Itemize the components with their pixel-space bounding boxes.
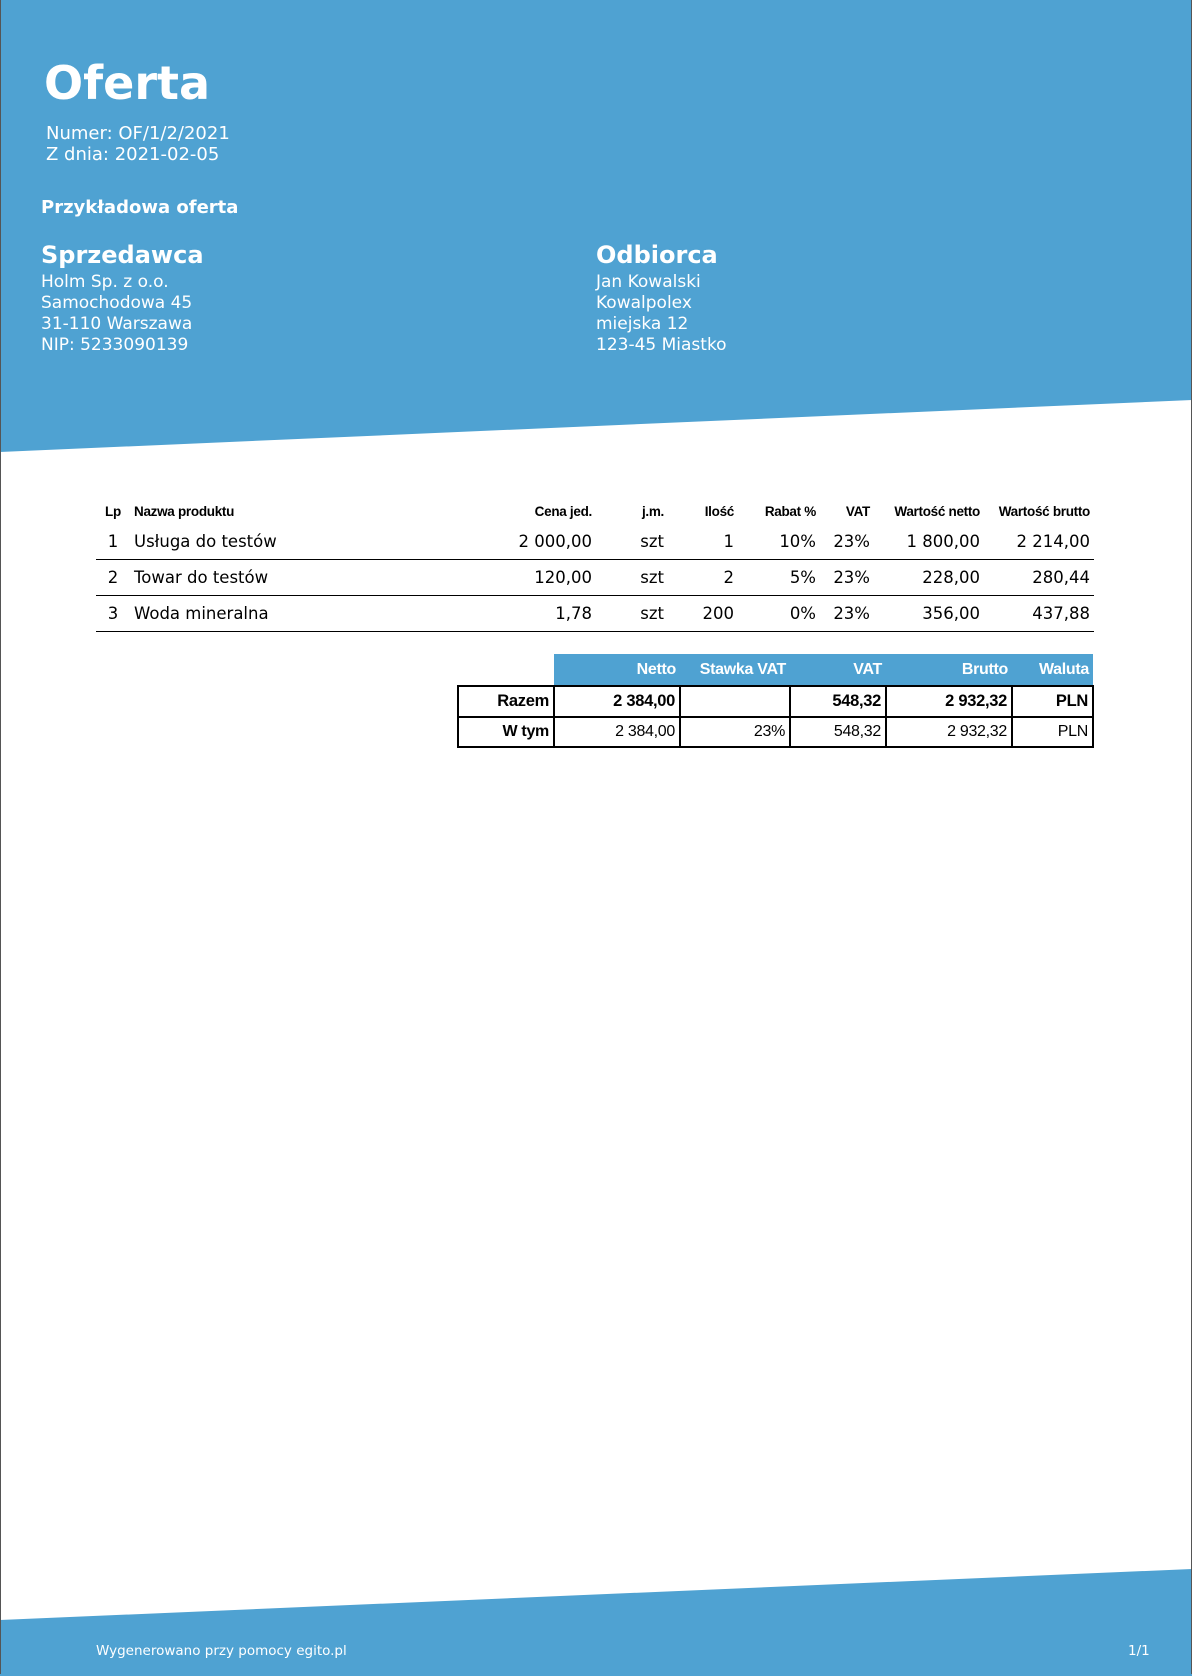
column-header: Wartość netto	[894, 503, 980, 519]
summary-row-label: Razem	[458, 686, 554, 717]
column-header: Lp	[105, 503, 121, 519]
cell-unit: szt	[596, 596, 668, 632]
cell-quantity: 2	[668, 560, 738, 596]
summary-vat: 548,32	[790, 686, 886, 717]
footer-generated-note: Wygenerowano przy pomocy egito.pl	[96, 1643, 347, 1659]
cell-unit-price: 2 000,00	[476, 524, 596, 560]
column-header: Rabat %	[764, 503, 816, 519]
column-header: Nazwa produktu	[134, 503, 235, 519]
buyer-heading: Odbiorca	[596, 241, 718, 269]
cell-net-value: 356,00	[874, 596, 984, 632]
items-table	[96, 498, 1094, 632]
cell-discount: 0%	[738, 596, 820, 632]
summary-breakdown-row	[458, 717, 1093, 747]
cell-unit-price: 120,00	[476, 560, 596, 596]
column-header: Cena jed.	[534, 503, 592, 519]
summary-table	[457, 654, 1094, 748]
cell-gross-value: 2 214,00	[984, 524, 1094, 560]
document-subtitle: Przykładowa oferta	[41, 197, 239, 218]
document-meta	[46, 123, 230, 165]
summary-brutto: 2 932,32	[886, 686, 1012, 717]
summary-vat: 548,32	[790, 717, 886, 747]
cell-quantity: 200	[668, 596, 738, 632]
summary-currency: PLN	[1012, 686, 1093, 717]
seller-heading: Sprzedawca	[41, 241, 204, 269]
summary-currency: PLN	[1012, 717, 1093, 747]
summary-column-header: VAT	[790, 654, 886, 686]
cell-lp: 2	[96, 560, 130, 596]
document-date: Z dnia: 2021-02-05	[46, 144, 220, 165]
summary-column-header: Waluta	[1012, 654, 1093, 686]
summary-netto: 2 384,00	[554, 686, 680, 717]
summary-rate	[680, 686, 790, 717]
items-header-row	[96, 498, 1094, 524]
column-header: Wartość brutto	[998, 503, 1090, 519]
cell-net-value: 1 800,00	[874, 524, 984, 560]
buyer-line: Jan Kowalski	[596, 272, 701, 292]
cell-gross-value: 437,88	[984, 596, 1094, 632]
column-header: j.m.	[641, 503, 664, 519]
cell-name: Woda mineralna	[130, 596, 476, 632]
cell-gross-value: 280,44	[984, 560, 1094, 596]
cell-discount: 10%	[738, 524, 820, 560]
summary-column-header: Brutto	[886, 654, 1012, 686]
document-title: Oferta	[44, 56, 211, 110]
cell-quantity: 1	[668, 524, 738, 560]
summary-brutto: 2 932,32	[886, 717, 1012, 747]
cell-discount: 5%	[738, 560, 820, 596]
column-header: Ilość	[704, 503, 734, 519]
summary-total-row	[458, 686, 1093, 717]
cell-lp: 1	[96, 524, 130, 560]
cell-net-value: 228,00	[874, 560, 984, 596]
summary-row-label: W tym	[458, 717, 554, 747]
cell-name: Usługa do testów	[130, 524, 476, 560]
footer-band	[0, 1569, 1192, 1676]
seller-line: 31-110 Warszawa	[41, 314, 193, 334]
cell-unit: szt	[596, 524, 668, 560]
summary-rate: 23%	[680, 717, 790, 747]
cell-vat: 23%	[820, 596, 874, 632]
footer-page-number: 1/1	[1128, 1643, 1150, 1659]
summary-header-row	[458, 654, 1093, 686]
table-row	[96, 560, 1094, 596]
summary-column-header: Netto	[554, 654, 680, 686]
cell-vat: 23%	[820, 524, 874, 560]
document-number: Numer: OF/1/2/2021	[46, 123, 230, 144]
summary-header-spacer	[458, 654, 554, 686]
buyer-line: miejska 12	[596, 314, 689, 334]
cell-vat: 23%	[820, 560, 874, 596]
table-row	[96, 524, 1094, 560]
table-row	[96, 596, 1094, 632]
cell-name: Towar do testów	[130, 560, 476, 596]
seller-line: NIP: 5233090139	[41, 335, 189, 355]
cell-unit: szt	[596, 560, 668, 596]
summary-netto: 2 384,00	[554, 717, 680, 747]
column-header: VAT	[845, 503, 870, 519]
seller-block	[41, 240, 204, 356]
cell-unit-price: 1,78	[476, 596, 596, 632]
seller-line: Holm Sp. z o.o.	[41, 272, 169, 292]
seller-line: Samochodowa 45	[41, 293, 193, 313]
buyer-line: 123-45 Miastko	[596, 335, 727, 355]
summary-column-header: Stawka VAT	[680, 654, 790, 686]
buyer-block	[596, 240, 727, 356]
buyer-line: Kowalpolex	[596, 293, 692, 313]
cell-lp: 3	[96, 596, 130, 632]
